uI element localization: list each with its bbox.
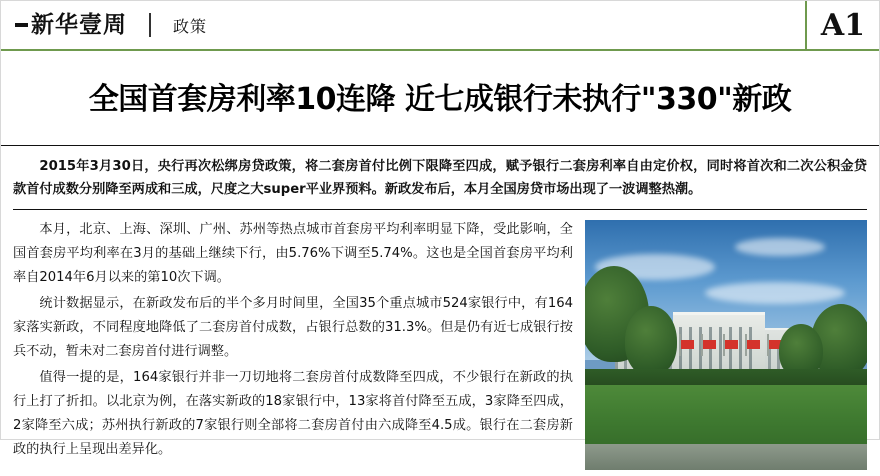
lead-paragraph: 2015年3月30日，央行再次松绑房贷政策，将二套房首付比例下限降至四成，赋予银行二套房利率自由定价权，同时将首次和二次公积金贷款首付成数分别降至两成和三成，尺度之大super平业界预料。新政发布后，本月全国房贷市场出现了一波调整热潮。 [13,155,867,210]
photo-cloud [705,282,845,304]
article-paragraph: 本月，北京、上海、深圳、广州、苏州等热点城市首套房平均利率明显下降，受此影响，全国首套房平均利率在3月的基础上继续下行，由5.76%下调至5.74%。这也是全国首套房平均利率自2014年6月以来的第10次下调。 [13,221,573,285]
article-paragraph: 统计数据显示，在新政发布后的半个多月时间里，全国35个重点城市524家银行中，有164家落实新政，不同程度地降低了二套房首付成数，占银行总数的31.3%。但是仍有近七成银行按兵不动，暂未对二套房首付进行调整。 [13,296,573,360]
photo-flag [703,340,716,349]
article-body [13,218,867,468]
photo-tree [625,306,677,376]
photo-path [585,444,867,470]
masthead [1,1,879,51]
page-title: 全国首套房利率10连降 近七成银行未执行"330"新政 [88,82,792,118]
article-photo [585,220,867,470]
masthead-logo-block[interactable] [15,13,207,37]
headline-area [1,51,879,146]
logo-divider [149,13,151,37]
photo-cloud [735,238,825,256]
section-label[interactable]: 政策 [173,16,208,36]
photo-flag [681,340,694,349]
photo-flag [747,340,760,349]
page-number-area [805,1,865,51]
photo-flag [725,340,738,349]
publication-logo[interactable]: 新华壹周 [15,14,127,37]
photo-hedge [585,369,867,385]
article-paragraph: 值得一提的是，164家银行并非一刀切地将二套房首付成数降至四成，不少银行在新政的执行上打了折扣。以北京为例，在落实新政的18家银行中，13家将首付降至五成，3家降至四成，2家降至六成；苏州执行新政的7家银行则全部将二套房首付由六成降至4.5成。银行在二套房新政的执行上呈现出差异化。 [13,370,573,458]
page-number: A1 [820,8,865,43]
